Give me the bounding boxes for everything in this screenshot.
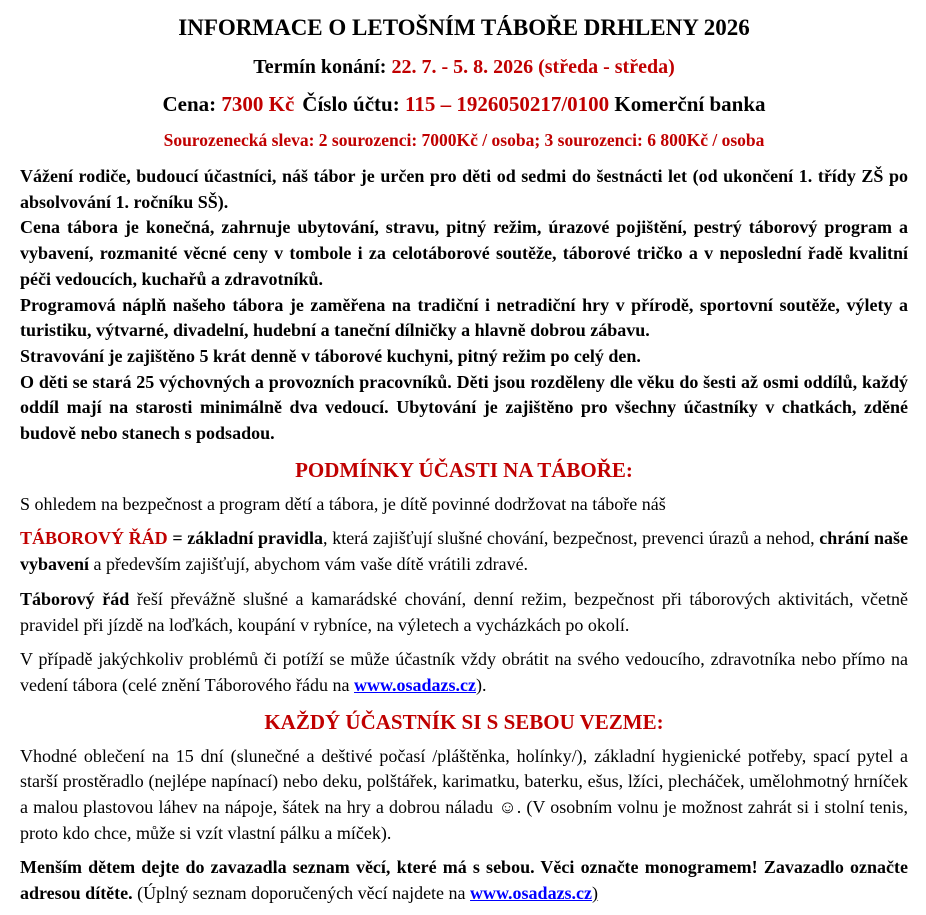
price-value: 7300 Kč bbox=[221, 92, 295, 116]
rules-end-text: a především zajišťují, abychom vám vaše dítě vrátili zdravé. bbox=[89, 554, 529, 575]
intro-block bbox=[20, 164, 908, 447]
bank-name: Komerční banka bbox=[609, 92, 766, 116]
camp-rules-term: TÁBOROVÝ ŘÁD bbox=[20, 528, 168, 549]
intro-paragraph-staff: O děti se stará 25 výchovných a provozních pracovníků. Děti jsou rozděleny dle věku do šesti až osmi oddílů, každý oddíl mají na starosti minimálně dva vedoucí. Ubytování je zajištěno pro všechny účastníky v chatkách, zděné budově nebo stanech s podsadou. bbox=[20, 371, 908, 444]
account-number: 115 – 1926050217/0100 bbox=[404, 92, 610, 116]
rules-detail-text: řeší převážně slušné a kamarádské chování, denní režim, bezpečnost při táborových aktivitách, včetně pravidel při jízdě na loďkách, koupání v rybníce, na výletech a vycházkách po okolí. bbox=[20, 588, 908, 635]
rules-detail-paragraph bbox=[20, 587, 908, 638]
protect-equipment-bold: chrání naše vybavení bbox=[20, 528, 908, 575]
section-heading-packing: KAŽDÝ ÚČASTNÍK SI S SEBOU VEZME: bbox=[264, 709, 664, 734]
account-label: Číslo účtu: bbox=[302, 92, 405, 116]
problems-text-end: ). bbox=[476, 674, 487, 695]
sibling-discount-line: Sourozenecká sleva: 2 sourozenci: 7000Kč / osoba; 3 sourozenci: 6 800Kč / osoba bbox=[163, 130, 765, 150]
term-value: 22. 7. - 5. 8. 2026 (středa - středa) bbox=[391, 56, 675, 78]
price-label: Cena: bbox=[162, 92, 222, 116]
intro-paragraph-price: Cena tábora je konečná, zahrnuje ubytování, stravu, pitný režim, úrazové pojištění, pestrý táborový program a vybavení, rozmanité věcné ceny v tombole i za celotáborové soutěže, táborové tričko a v neposlední řadě kvalitní péči vedoucích, kuchařů a zdravotníků. bbox=[20, 217, 908, 289]
rules-mid-text: , která zajišťují slušné chování, bezpečnost, prevenci úrazů a nehod, bbox=[323, 528, 820, 549]
rules-detail-lead: Táborový řád bbox=[20, 588, 130, 609]
closing-paren: ) bbox=[592, 883, 599, 904]
equals-sign: = bbox=[167, 528, 188, 549]
luggage-note-text: (Úplný seznam doporučených věcí najdete na bbox=[132, 883, 471, 904]
term-line bbox=[20, 55, 908, 80]
luggage-note-paragraph bbox=[20, 855, 908, 906]
section-heading-conditions: PODMÍNKY ÚČASTI NA TÁBOŘE: bbox=[295, 457, 633, 482]
problems-text: V případě jakýchkoliv problémů či potíží se může účastník vždy obrátit na svého vedoucího, zdravotníka nebo přímo na vedení tábora (celé znění Táborového řádu na bbox=[20, 649, 908, 695]
problems-paragraph bbox=[20, 647, 908, 698]
basic-rules-bold: základní pravidla bbox=[187, 528, 324, 549]
price-account-line bbox=[20, 91, 908, 117]
intro-paragraph-program: Programová náplň našeho tábora je zaměřena na tradiční i netradiční hry v přírodě, sportovní soutěže, výlety a turistiku, výtvarné, divadelní, hudební a taneční dílničky a hlavně dobrou zábavu. bbox=[20, 294, 908, 341]
term-label: Termín konání: bbox=[253, 56, 392, 78]
packing-list-paragraph: Vhodné oblečení na 15 dní (slunečné a deštivé počasí /pláštěnka, holínky/), základní hygienické potřeby, spací pytel a starší prostěradlo (nejlépe napínací) nebo deku, polštářek, karimatku, baterku, ešus, lžíci, plecháček, umělohmotný hrníček a malou plastovou láhev na nápoje, šátek na hry a dobrou náladu ☺. (V osobním volnu je možnost zahrát si i stolní tenis, proto kdo chce, může si vzít vlastní pálku a míček). bbox=[20, 745, 908, 843]
osadazs-link-rules[interactable]: www.osadazs.cz bbox=[354, 674, 477, 695]
conditions-intro: S ohledem na bezpečnost a program dětí a tábora, je dítě povinné dodržovat na táboře náš bbox=[20, 493, 666, 514]
luggage-note-bold: Menším dětem dejte do zavazadla seznam věcí, které má s sebou. Věci označte monogramem! Zavazadlo označte adresou dítěte. bbox=[20, 857, 908, 904]
osadazs-link-packing[interactable]: www.osadazs.cz bbox=[470, 883, 593, 904]
intro-paragraph-audience: Vážení rodiče, budoucí účastníci, náš tábor je určen pro děti od sedmi do šestnácti let (od ukončení 1. třídy ZŠ po absolvování 1. ročníku SŠ). bbox=[20, 166, 908, 212]
camp-rules-paragraph bbox=[20, 526, 908, 577]
intro-paragraph-meals: Stravování je zajištěno 5 krát denně v táborové kuchyni, pitný režim po celý den. bbox=[20, 345, 641, 366]
page-title: INFORMACE O LETOŠNÍM TÁBOŘE DRHLENY 2026 bbox=[178, 15, 750, 40]
